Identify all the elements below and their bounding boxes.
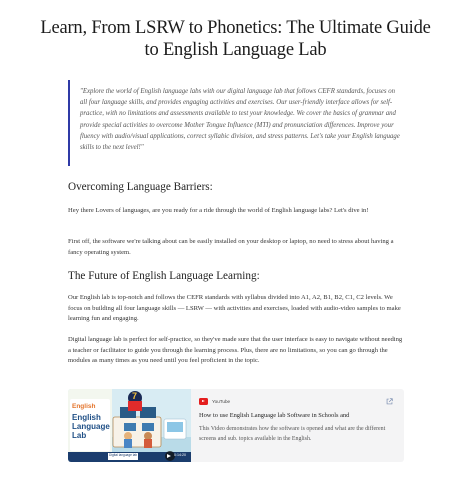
video-source-row (199, 397, 230, 406)
paragraph: Hey there Lovers of languages, are you ready for a ride through the world of English language labs? Let's dive in! (68, 207, 369, 214)
thumbnail-brand: English (72, 403, 96, 410)
play-icon[interactable] (167, 454, 171, 458)
video-thumbnail[interactable] (68, 389, 191, 462)
intro-quote (68, 80, 402, 166)
paragraph: Digital language lab is perfect for self-practice, so they've made sure that the user interface is easy to navigate without needing a teacher or facilitator to guide you through the learning process. Plus, there are no limitations, so you can go through the modules as many times as you need until you feel proficient in the topic. (68, 336, 403, 365)
youtube-icon (199, 398, 208, 405)
intro-quote-text: "Explore the world of English language labs with our digital language lab that follows CEFR standards, focuses on all four language skills, and provides engaging activities and exercises. Our user-friendly interface allows for self-practice, with no limitations and assessments available to test your knowledge. We cover the basics of grammar and provide special activities to overcome Mother Tongue Influence (MTI) and pronunciation differences. Improve your fluency with audio/visual applications, correct syllabic division, and stress patterns. Let's take your English language skills to the next level!" (80, 88, 400, 152)
external-link-icon[interactable] (386, 398, 393, 405)
section-heading-barriers: Overcoming Language Barriers: (68, 181, 213, 193)
video-description: This Video demonstrates how the software is opened and what are the different screens and sub. topics available in the English. (199, 426, 386, 442)
video-duration: 0:14:20 (174, 453, 186, 457)
video-source-name: YouTube (212, 399, 231, 404)
video-title[interactable]: How to use English Language lab Software in Schools and (199, 412, 350, 419)
paragraph: First off, the software we're talking about can be easily installed on your desktop or laptop, no need to stress about having a fancy operating system. (68, 238, 394, 256)
thumbnail-headline: English Language Lab (72, 413, 110, 440)
section-heading-future: The Future of English Language Learning: (68, 270, 260, 282)
video-embed-card[interactable] (68, 389, 404, 462)
article-title: Learn, From LSRW to Phonetics: The Ultimate Guide to English Language Lab (40, 18, 431, 60)
paragraph: Our English lab is top-notch and follows the CEFR standards with syllabus divided into A1, A2, B1, B2, C1, C2 levels. We focus on building all four language skills — LSRW — with activities and exercises, loaded with audio-video samples to make learning fun and engaging. (68, 294, 401, 323)
thumbnail-badge-number: 7 (132, 391, 138, 401)
thumbnail-footer: Digital language lab (109, 453, 137, 457)
